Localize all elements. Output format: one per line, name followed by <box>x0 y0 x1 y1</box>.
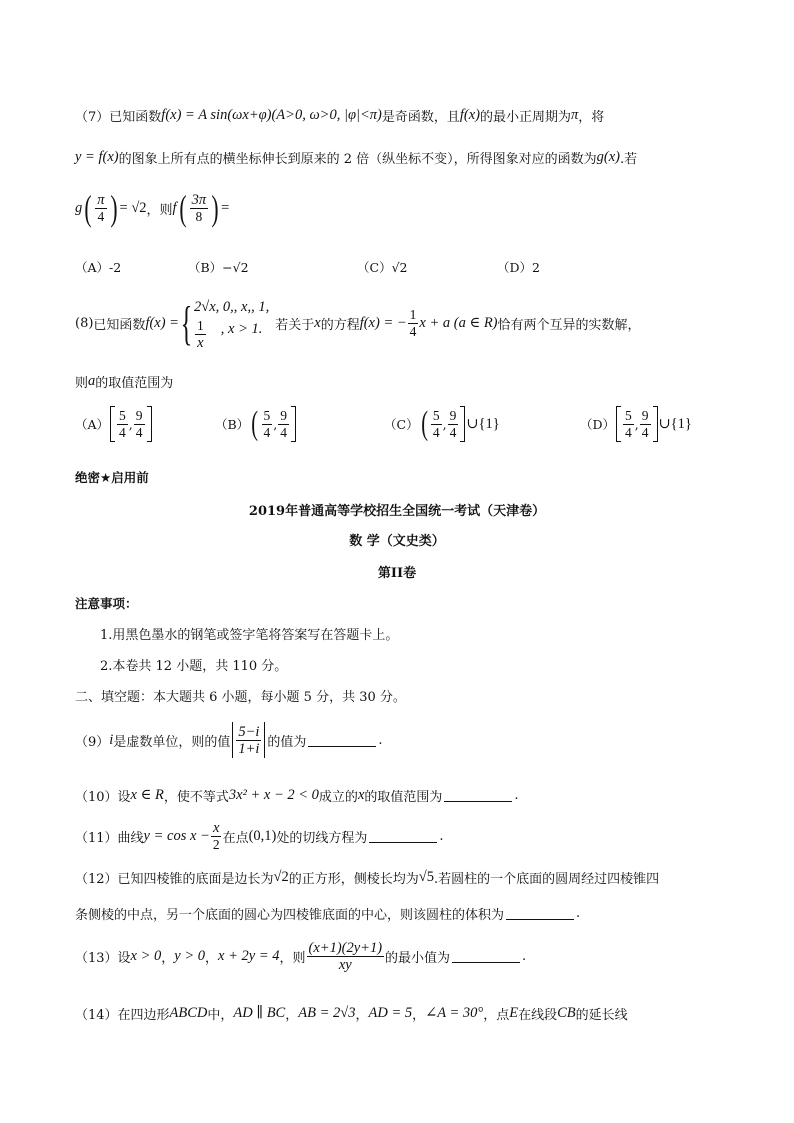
q12-sqrt5: √5 <box>418 869 434 885</box>
answer-blank[interactable] <box>506 907 574 920</box>
q7-option-b: （B）−√2 <box>188 260 249 275</box>
q14-e: E <box>509 1005 519 1021</box>
q14-cb: CB <box>557 1005 576 1021</box>
q7-text: 已知函数 <box>109 110 162 125</box>
opt-suffix: ∪{1} <box>658 415 692 432</box>
q8-text: 恰有两个互异的实数解， <box>497 318 641 333</box>
q7-text: .若 <box>619 152 638 167</box>
q14-text: ，点 <box>483 1008 510 1023</box>
notice-item-1: 1.用黑色墨水的钢笔或签字笔将答案写在答题卡上。 <box>100 628 399 643</box>
opt-label: （A） <box>75 417 110 432</box>
q12-text: （12）已知四棱锥的底面是边长为 <box>75 872 274 887</box>
q10-label: （10）设 <box>75 790 131 805</box>
q11-text: 在点 <box>222 831 249 846</box>
frac-den: 4 <box>119 424 126 440</box>
q12-text: 条侧棱的中点，另一个底面的圆心为四棱锥底面的中心，则该圆柱的体积为 <box>75 908 505 923</box>
q7-value: = √2 <box>119 199 147 216</box>
q7-g: g <box>75 199 83 216</box>
q11-text: 处的切线方程为 <box>276 831 368 846</box>
q13-label: （13）设 <box>75 951 131 966</box>
exam-title: 2019年普通高等学校招生全国统一考试（天津卷） <box>248 504 546 519</box>
frac-den: 2 <box>212 837 220 852</box>
q7-option-a: （A）-2 <box>75 260 122 275</box>
answer-blank[interactable] <box>452 950 520 963</box>
answer-blank[interactable] <box>444 789 512 802</box>
q9-label: （9） <box>75 734 110 750</box>
frac-den: 4 <box>135 424 143 440</box>
q7-pi: π <box>571 107 579 123</box>
frac-den: 8 <box>195 208 203 224</box>
fraction <box>236 724 261 757</box>
q8-option-c: （C） ( $\frac{5}{4}$ , $\frac{9}{4}$ ∪{1} <box>384 405 500 442</box>
q8-text: 的取值范围为 <box>95 376 174 391</box>
q10-text: 成立的 <box>318 790 358 805</box>
q13-sep: ， <box>205 951 219 966</box>
section-heading: 二、填空题：本大题共 6 小题，每小题 5 分，共 30 分。 <box>75 690 406 705</box>
fraction <box>262 408 273 441</box>
opt-label: （C） <box>384 417 419 432</box>
frac-num: 5 <box>625 407 632 423</box>
q10-end: . <box>514 788 519 803</box>
q11-point: (0,1) <box>248 828 277 844</box>
paren-open: ( <box>420 405 428 442</box>
q10-line <box>75 786 519 805</box>
answer-blank[interactable] <box>308 734 376 747</box>
frac-num: π <box>97 191 105 208</box>
paren-close: ) <box>211 188 219 228</box>
case-1: 2√x, 0,, x,, 1, <box>194 299 270 315</box>
bracket-right <box>147 406 152 442</box>
fraction <box>640 408 651 441</box>
q9-line <box>75 722 383 758</box>
frac-num: 3π <box>191 191 207 208</box>
q11-label: （11）曲线 <box>75 831 144 846</box>
paren-open: ( <box>178 188 187 228</box>
opt-suffix: ∪{1} <box>466 415 500 432</box>
q7-gx: g(x) <box>596 149 620 165</box>
q12-line2 <box>75 904 580 923</box>
q12-text: .若圆柱的一个底面的圆周经过四棱锥四 <box>434 872 660 887</box>
frac-num: 5 <box>263 407 271 423</box>
q14-angle: ∠A = 30° <box>425 1005 484 1021</box>
frac-den: x <box>197 335 204 351</box>
q8-option-d: （D） $\frac{5}{4}$ , $\frac{9}{4}$ ∪{1} <box>580 406 692 442</box>
frac-den: 4 <box>625 424 632 440</box>
frac-num: 5−i <box>238 723 260 740</box>
frac-den: 4 <box>432 424 440 440</box>
fraction <box>431 408 442 441</box>
frac-den: 4 <box>97 208 105 224</box>
frac-num: 9 <box>449 407 457 423</box>
q8-text: 若关于 <box>275 318 315 333</box>
abs-bar-left <box>232 722 233 758</box>
q7-line2 <box>75 148 637 167</box>
q13-end: . <box>522 949 527 964</box>
answer-blank[interactable] <box>369 830 437 843</box>
q7-text: 的图象上所有点的横坐标伸长到原来的 2 倍（纵坐标不变），所得图象对应的函数为 <box>118 152 597 167</box>
q8-text: 则 <box>75 376 89 391</box>
paren-open: ( <box>84 188 92 228</box>
frac-num: x <box>212 820 220 836</box>
case-2-cond: , x > 1. <box>220 321 263 337</box>
frac-num: 5 <box>432 407 440 423</box>
subject-title: 数 学（文史类） <box>349 534 445 549</box>
q11-line <box>75 820 444 853</box>
fraction <box>195 318 206 351</box>
q12-text: 的正方形，侧棱长均为 <box>288 872 419 887</box>
fraction <box>307 940 385 973</box>
frac-den: xy <box>338 957 352 973</box>
notice-item-2: 2.本卷共 12 小题，共 110 分。 <box>100 659 288 674</box>
frac-den: 4 <box>263 424 271 440</box>
q7-label: （7） <box>75 110 110 125</box>
q14-label: （14）在四边形 <box>75 1008 170 1023</box>
q7-function: f(x) = A sin(ωx+φ)(A>0, ω>0, |φ|<π) <box>161 107 382 123</box>
q8-a: a <box>88 373 96 389</box>
q14-text: 中， <box>207 1008 234 1023</box>
q13-cond: y > 0 <box>174 948 206 964</box>
frac-den: 4 <box>280 424 287 440</box>
q13-text: 的最小值为 <box>385 951 451 966</box>
paren-close: ) <box>109 188 118 228</box>
fraction <box>278 408 289 441</box>
fraction <box>117 408 128 441</box>
q13-sep: ， <box>161 951 175 966</box>
q10-inequality: 3x² + x − 2 < 0 <box>228 787 319 803</box>
frac-den: 4 <box>409 324 417 339</box>
piecewise <box>194 296 269 351</box>
bracket-right <box>291 406 296 442</box>
q11-end: . <box>439 829 444 844</box>
q8-option-a: （A） $\frac{5}{4}$ , $\frac{9}{4}$ <box>75 406 153 442</box>
opt-label: （D） <box>580 417 616 432</box>
fraction <box>95 192 106 225</box>
q8-option-b: （B） ( $\frac{5}{4}$ , $\frac{9}{4}$ <box>215 406 297 442</box>
fraction <box>448 408 459 441</box>
frac-num: 1 <box>197 318 204 333</box>
q7-text: 的最小正周期为 <box>479 110 571 125</box>
q14-abcd: ABCD <box>169 1005 208 1021</box>
q7-option-d: （D）2 <box>497 260 540 275</box>
notice-title: 注意事项： <box>75 596 138 611</box>
q13-cond: x > 0 <box>130 948 162 964</box>
frac-num: 1 <box>409 307 417 322</box>
q8-line1 <box>75 296 641 351</box>
q9-text: 是虚数单位，则的值 <box>113 734 231 750</box>
q8-eq: f(x) = − <box>359 315 407 331</box>
volume-title: 第II卷 <box>377 566 417 581</box>
fraction <box>190 192 209 225</box>
q7-option-c: （C）√2 <box>357 260 408 275</box>
fraction <box>408 307 419 340</box>
q13-cond: x + 2y = 4 <box>218 948 280 964</box>
q10-text: ，使不等式 <box>163 790 229 805</box>
secret-mark: 绝密★启用前 <box>75 470 149 485</box>
q8-fx: f(x) = <box>145 315 179 331</box>
q7-line1 <box>75 106 604 125</box>
q9-text: 的值为 <box>267 734 307 750</box>
q10-x: x <box>357 787 365 803</box>
frac-num: 9 <box>135 407 143 423</box>
q8-text: 的方程 <box>320 318 360 333</box>
q7-f: f <box>172 199 177 216</box>
frac-den: 4 <box>641 424 649 440</box>
q7-line3 <box>75 190 229 226</box>
q14-ab: AB = 2√3 <box>298 1005 356 1021</box>
q7-fx: f(x) <box>459 107 480 123</box>
bracket-right <box>460 406 465 442</box>
fraction <box>134 408 145 441</box>
q10-text: 的取值范围为 <box>364 790 443 805</box>
frac-num: 9 <box>641 407 649 423</box>
q14-ad: AD = 5 <box>368 1005 413 1021</box>
q10-cond: x ∈ R <box>130 787 164 803</box>
frac-num: 5 <box>119 407 126 423</box>
q7-text: ，将 <box>578 110 605 125</box>
q8-text: 已知函数 <box>93 318 146 333</box>
q7-yfx: y = f(x) <box>75 149 119 165</box>
frac-num: (x+1)(2y+1) <box>308 940 383 956</box>
q7-eq: = <box>221 199 230 216</box>
frac-den: 4 <box>449 424 457 440</box>
q14-text: 的延长线 <box>575 1008 628 1023</box>
brace: { <box>180 296 193 350</box>
bracket-left <box>110 406 115 442</box>
frac-num: 9 <box>280 407 287 423</box>
q8-x: x <box>314 315 321 331</box>
fraction <box>623 408 634 441</box>
fraction <box>211 820 222 853</box>
q9-i: i <box>109 731 114 748</box>
q13-line <box>75 940 526 973</box>
q7-text: ，则 <box>146 202 173 218</box>
q12-end: . <box>576 906 581 921</box>
q8-tail: x + a (a ∈ R) <box>419 315 498 331</box>
q11-curve: y = cos x − <box>143 828 210 844</box>
q12-line1 <box>75 868 659 887</box>
bracket-right <box>653 406 658 442</box>
paren-open: ( <box>251 405 259 442</box>
q14-text: 在线段 <box>518 1008 558 1023</box>
case-2 <box>194 318 269 351</box>
q8-label: (8) <box>75 316 94 331</box>
opt-label: （B） <box>215 417 250 432</box>
q14-parallel: AD ∥ BC <box>233 1005 286 1021</box>
q12-sqrt2: √2 <box>273 869 289 885</box>
q9-end: . <box>378 732 383 748</box>
q14-line: （14）在四边形 ABCD 中， AD ∥ BC ， AB = 2√3 ， AD = 5 ， ∠A = 30° ，点 E 在线段 CB 的延长线 <box>75 1005 628 1023</box>
bracket-left <box>616 406 621 442</box>
q13-text: ，则 <box>279 951 306 966</box>
frac-den: 1+i <box>238 740 260 757</box>
q7-text: 是奇函数，且 <box>381 110 460 125</box>
q8-line2 <box>75 372 173 391</box>
abs-bar-right <box>264 722 265 758</box>
